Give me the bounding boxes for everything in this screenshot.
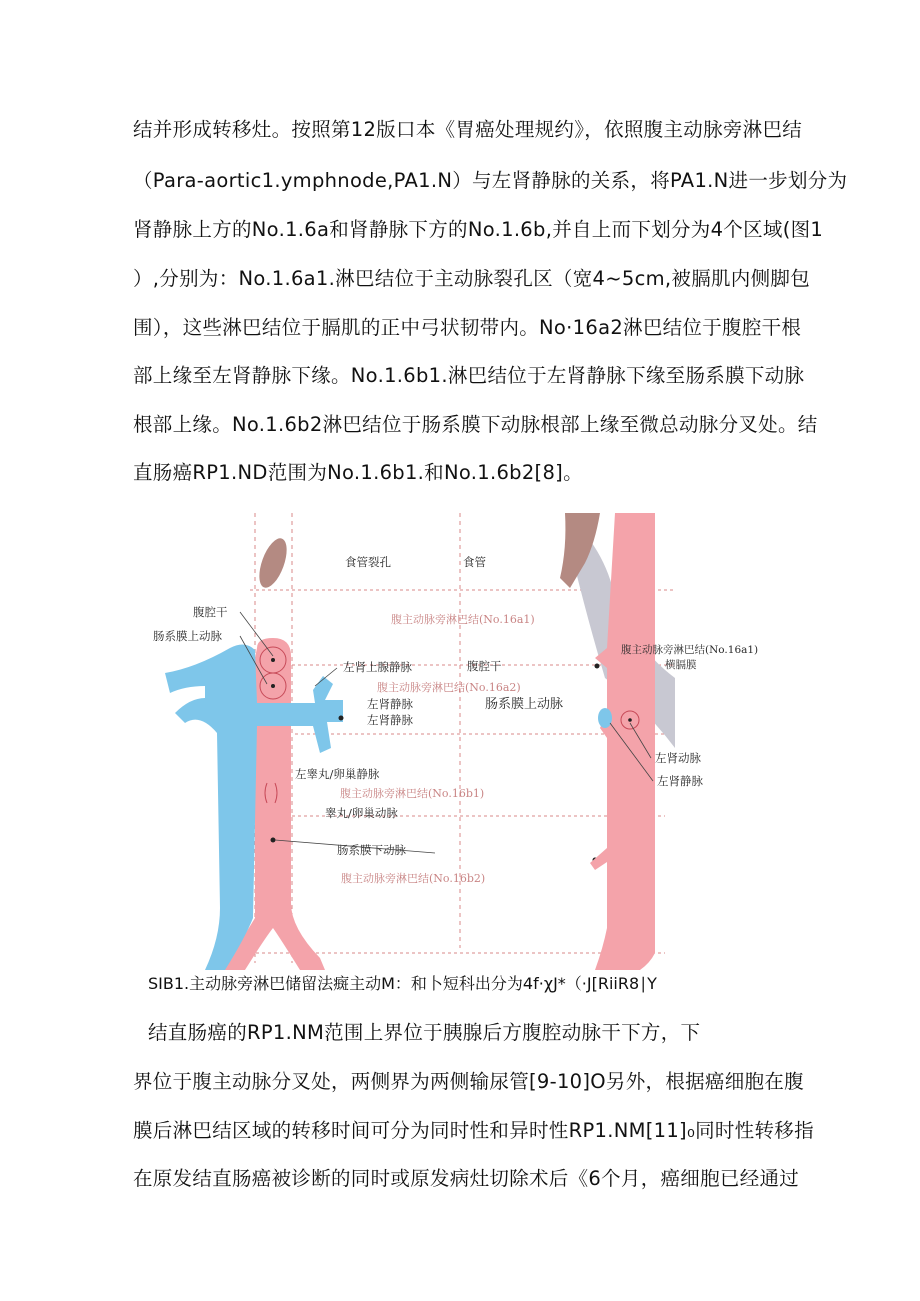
label-left-renal-vein-b: 左肾静脉 (367, 713, 413, 727)
esophagus-left (254, 535, 292, 591)
text-line: 结直肠癌的RP1.NM范围上界位于胰腺后方腹腔动脉干下方，下 (148, 1021, 701, 1044)
label-16a1-right: 腹主动脉旁淋巴结(No.16a1) (621, 644, 759, 656)
text-line: 膜后淋巴结区域的转移时间可分为同时性和异时性RP1.NM[11]₀同时性转移指 (133, 1119, 814, 1142)
text-line: 部上缘至左肾静脉下缘。No.1.6b1.淋巴结位于左肾静脉下缘至肠系膜下动脉 (133, 364, 805, 387)
label-ima: 肠系膜下动脉 (337, 843, 406, 857)
label-left-adrenal-vein: 左肾上腺静脉 (343, 660, 412, 674)
figure-caption: SIB1.主动脉旁淋巴储留法癍主动M：和卜短科出分为4f·χJ*（·J[RiiR8∣Y (148, 974, 657, 993)
text-line: （Para-aortic1.ymphnode,PA1.N）与左肾静脉的关系，将PA1.N进一步划分为 (133, 169, 848, 192)
label-celiac-trunk-mid: 腹腔干 (467, 659, 502, 673)
label-diaphragm: 横膈膜 (665, 659, 697, 671)
text-line: 在原发结直肠癌被诊断的同时或原发病灶切除术后《6个月，癌细胞已经通过 (133, 1167, 800, 1190)
anatomy-figure (145, 508, 805, 970)
label-16a2: 腹主动脉旁淋巴结(No.16a2) (377, 681, 521, 694)
anatomy-diagram (145, 508, 805, 970)
text-line: 根部上缘。No.1.6b2淋巴结位于肠系膜下动脉根部上缘至微总动脉分叉处。结 (133, 413, 818, 436)
text-line: 围），这些淋巴结位于膈肌的正中弓状韧带内。No·16a2淋巴结位于腹腔干根 (133, 316, 802, 339)
label-esophageal-hiatus: 食管裂孔 (345, 555, 391, 569)
text-line: 结并形成转移灶。按照第12版口本《胃癌处理规约》，依照腹主动脉旁淋巴结 (133, 118, 803, 141)
left-renal-vein-right (598, 708, 612, 728)
label-left-renal-vein-right: 左肾静脉 (657, 774, 703, 788)
label-left-renal-artery: 左肾动脉 (655, 751, 701, 765)
text-line: 直肠癌RP1.ND范围为No.1.6b1.和No.1.6b2[8]。 (133, 461, 583, 484)
label-celiac-trunk-left: 腹腔干 (193, 605, 228, 619)
text-line: 界位于腹主动脉分叉处，两侧界为两侧输尿管[9-10]O另外，根据癌细胞在腹 (133, 1070, 804, 1093)
label-16b2: 腹主动脉旁淋巴结(No.16b2) (341, 872, 486, 885)
leader-lines (240, 612, 653, 853)
label-esophagus: 食管 (463, 555, 486, 569)
label-gonadal-vein: 左睾丸/卵巢静脉 (295, 767, 380, 781)
text-line: 肾静脉上方的No.1.6a和肾静脉下方的No.1.6b,并自上而下划分为4个区域(图1 (133, 218, 824, 241)
text-line: ）,分别为：No.1.6a1.淋巴结位于主动脉裂孔区（宽4~5cm,被膈肌内侧脚包 (133, 267, 811, 290)
label-16a1: 腹主动脉旁淋巴结(No.16a1) (391, 613, 535, 626)
label-left-renal-vein-a: 左肾静脉 (367, 697, 413, 711)
label-sma-left: 肠系膜上动脉 (153, 629, 222, 643)
label-sma-mid: 肠系膜上动脉 (485, 697, 564, 712)
label-gonadal-artery: 睾丸/卵巢动脉 (325, 806, 398, 820)
label-16b1: 腹主动脉旁淋巴结(No.16b1) (340, 787, 485, 800)
